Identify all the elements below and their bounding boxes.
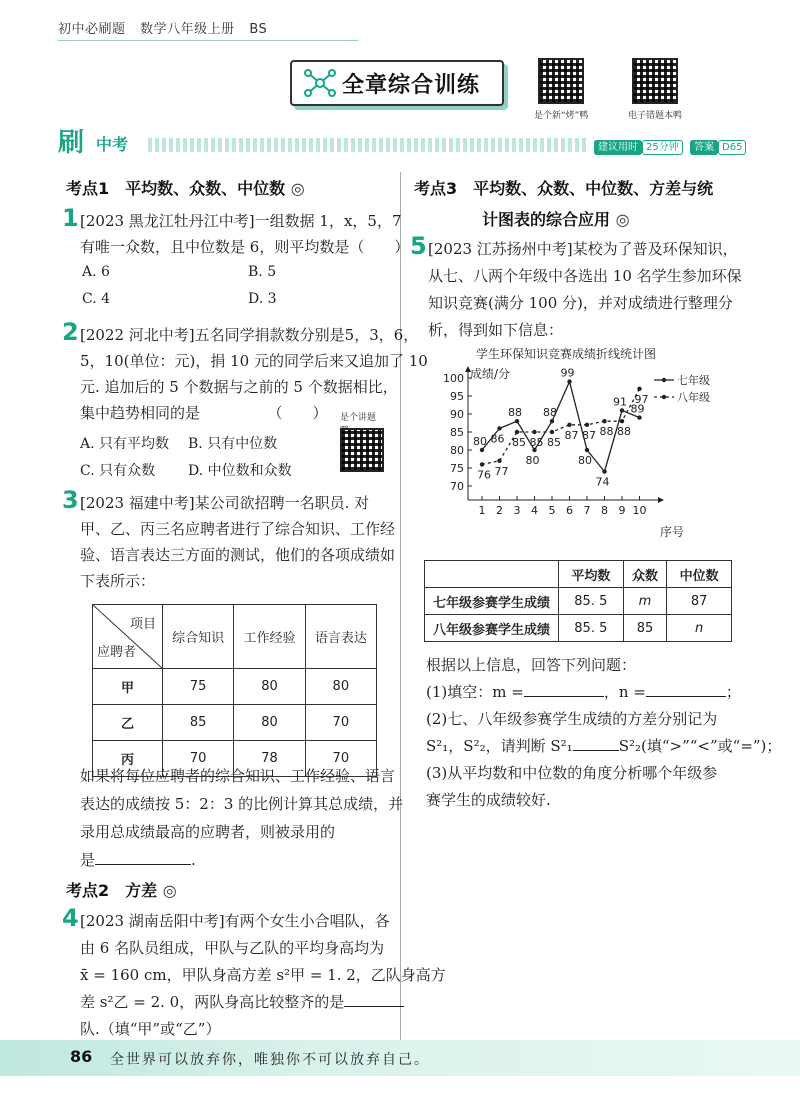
kaodian-2-text: 考点2 方差	[66, 881, 158, 900]
q5-part2-text: S²₁，S²₂，请判断 S²₁	[426, 737, 573, 755]
q4-line: x̄ = 160 cm，甲队身高方差 s²甲 = 1. 2，乙队身高方	[80, 966, 446, 984]
q5-part3-line: 赛学生的成绩较好.	[426, 791, 551, 809]
legend-marker	[662, 378, 666, 382]
q2-line: 5，10(单位：元)，捐 10 元的同学后来又追加了 10	[80, 352, 428, 370]
q3-score-table	[92, 604, 377, 777]
q3-answer-blank[interactable]	[95, 864, 191, 865]
table-cell: 80	[305, 669, 376, 705]
q3-line: 验、语言表达三方面的测试，他们的各项成绩如	[80, 546, 396, 564]
q5-line: 析，得到如下信息：	[428, 321, 564, 339]
q5-stats-table	[424, 560, 732, 642]
data-point	[550, 430, 554, 434]
data-point	[620, 408, 624, 412]
y-tick-label: 80	[450, 444, 464, 457]
data-label: 77	[494, 464, 509, 478]
q1-option-a[interactable]: A. 6	[82, 264, 110, 280]
table-cell: 70	[163, 741, 234, 777]
zhongkao-label: 中考	[96, 135, 129, 154]
x-tick-label: 2	[496, 504, 503, 517]
table-cell: 75	[163, 669, 234, 705]
target-icon: ◎	[290, 179, 305, 198]
data-point	[480, 462, 484, 466]
data-label: 80	[578, 454, 592, 467]
table-cell: 85. 5	[559, 588, 624, 615]
q3-question: 如果将每位应聘者的综合知识、工作经验、语言 表达的成绩按 5：2：3 的比例计算其总成绩，并 录用总成绩最高的应聘者，则被录用的 是 .	[80, 762, 403, 874]
q3-line: [2023 福建中考]某公司欲招聘一名职员. 对	[80, 494, 370, 512]
chart-ylabel: 成绩/分	[470, 367, 511, 381]
q5-line: [2023 江苏扬州中考]某校为了普及环保知识，	[428, 240, 738, 258]
data-point	[620, 419, 624, 423]
data-label: 88	[617, 425, 631, 439]
table-cell: 70	[305, 705, 376, 741]
q4-line: [2023 湖南岳阳中考]有两个女生小合唱队，各	[80, 912, 390, 930]
footer-motto: 全世界可以放弃你，唯独你不可以放弃自己。	[110, 1052, 430, 1068]
time-label: 建议用时	[594, 140, 642, 155]
y-tick-label: 70	[450, 480, 464, 493]
q2-line: [2022 河北中考]五名同学捐款数分别是5，3，6，	[80, 326, 419, 344]
molecule-icon	[298, 63, 342, 103]
target-icon: ◎	[615, 210, 630, 229]
chart-xlabel: 序号	[660, 525, 685, 539]
q3-after-line: 录用总成绩最高的应聘者，则被录用的	[80, 823, 336, 841]
data-label: 87	[564, 428, 579, 442]
q2-option-c[interactable]: C. 只有众数	[80, 463, 156, 479]
table-header-row	[93, 605, 377, 669]
qr-code-1[interactable]	[538, 58, 584, 104]
data-label: 85	[529, 436, 544, 449]
target-icon: ◎	[162, 881, 177, 900]
q3-line: 下表所示：	[80, 572, 156, 590]
x-tick-label: 1	[478, 504, 486, 517]
page-number: 86	[70, 1047, 93, 1066]
data-point	[567, 423, 571, 427]
q2-number: 2	[62, 318, 79, 346]
y-tick-label: 95	[450, 390, 464, 403]
data-label: 89	[630, 402, 645, 416]
legend-label: 七年级	[677, 374, 710, 387]
q2-line: 元. 追加后的 5 个数据与之前的 5 个数据相比，	[80, 378, 398, 396]
chart-title: 学生环保知识竞赛成绩折线统计图	[476, 347, 657, 361]
q4-last-line: 队.（填“甲”或“乙”）	[80, 1020, 221, 1038]
corner-top-label: 项目	[129, 617, 156, 632]
q5-stem	[428, 236, 742, 344]
table-header-cell: 语言表达	[305, 605, 376, 669]
data-label: 99	[560, 366, 575, 380]
table-cell: 80	[234, 669, 305, 705]
q3-stem	[80, 490, 395, 594]
table-header-cell: 中位数	[667, 561, 732, 588]
qr-code-2[interactable]	[632, 58, 678, 104]
time-tag	[594, 136, 683, 154]
q5-questions	[426, 652, 781, 814]
shua-mark: 刷	[58, 128, 85, 158]
table-cell: 78	[234, 741, 305, 777]
q5-part1-text: ，n =	[603, 683, 646, 701]
data-label: 88	[599, 425, 614, 439]
q2-option-a[interactable]: A. 只有平均数	[80, 436, 170, 452]
q2-option-b[interactable]: B. 只有中位数	[188, 436, 278, 452]
data-point	[585, 448, 589, 452]
x-tick-label: 8	[601, 504, 608, 517]
applicant-name: 丙	[93, 741, 163, 777]
y-tick-label: 75	[450, 462, 464, 475]
table-header-cell	[425, 561, 559, 588]
data-label: 76	[477, 468, 491, 482]
legend-label: 八年级	[677, 391, 710, 404]
q1-option-d[interactable]: D. 3	[248, 291, 277, 307]
table-cell: n	[667, 615, 732, 642]
x-tick-label: 7	[583, 504, 591, 517]
data-point	[515, 419, 519, 423]
data-point	[602, 469, 606, 473]
legend-marker	[662, 395, 666, 399]
y-tick-label: 85	[450, 426, 464, 439]
running-header	[58, 18, 277, 37]
q5-line: 知识竞赛(满分 100 分)，并对成绩进行整理分	[428, 294, 733, 312]
data-label: 80	[525, 454, 540, 467]
q5-instruction: 根据以上信息，回答下列问题：	[426, 656, 637, 674]
chapter-banner	[290, 60, 504, 106]
q5-line: 从七、八两个年级中各选出 10 名学生参加环保	[428, 267, 742, 285]
data-label: 97	[634, 392, 649, 406]
y-tick-label: 100	[443, 372, 464, 385]
q2-qr-code[interactable]	[340, 428, 384, 472]
table-header-cell: 平均数	[559, 561, 624, 588]
q5-part2-line: (2)七、八年级参赛学生成绩的方差分别记为	[426, 710, 718, 728]
q4-line: 由 6 名队员组成，甲队与乙队的平均身高均为	[80, 939, 385, 957]
data-label: 86	[490, 432, 505, 446]
data-label: 85	[547, 436, 561, 449]
table-row	[93, 669, 377, 705]
q5-part1-text: ；	[725, 683, 741, 701]
data-point	[497, 426, 501, 430]
table-cell: 85	[163, 705, 234, 741]
table-cell: 70	[305, 741, 376, 777]
q4-number: 4	[62, 904, 79, 932]
q5-part2-text: S²₂(填“>”“<”或“=”)；	[618, 737, 782, 755]
x-axis-arrow	[658, 497, 664, 503]
table-row	[93, 705, 377, 741]
table-header-row	[425, 561, 732, 588]
data-label: 88	[543, 406, 557, 420]
data-point	[515, 430, 519, 434]
data-label: 74	[595, 475, 610, 489]
q2-line: 集中趋势相同的是 （ ）	[80, 404, 328, 422]
q2-option-d[interactable]: D. 中位数和众数	[188, 463, 292, 479]
table-cell: 85	[623, 615, 667, 642]
edition-label: BS	[249, 22, 268, 37]
qr-caption-2: 电子错题本鸭	[628, 111, 683, 121]
q1-stem	[80, 208, 409, 260]
kaodian-1-title	[66, 176, 305, 199]
kaodian-1-text: 考点1 平均数、众数、中位数	[66, 179, 286, 198]
time-value: 25分钟	[642, 140, 683, 155]
q4-stem	[80, 908, 446, 1043]
table-cell: 85. 5	[559, 615, 624, 642]
q3-after-line: 表达的成绩按 5：2：3 的比例计算其总成绩，并	[80, 795, 404, 813]
table-row	[425, 615, 732, 642]
data-label: 87	[582, 428, 596, 442]
table-row-label: 七年级参赛学生成绩	[425, 588, 559, 615]
data-label: 80	[473, 435, 487, 448]
table-header-cell: 众数	[623, 561, 667, 588]
x-tick-label: 3	[513, 504, 521, 517]
answer-page: D65	[718, 140, 746, 155]
table-header-cell: 综合知识	[163, 605, 234, 669]
data-point	[497, 459, 501, 463]
data-point	[550, 419, 554, 423]
answer-label: 答案	[690, 140, 718, 155]
series-name: 初中必刷题	[58, 22, 126, 37]
data-point	[532, 430, 536, 434]
line-chart	[420, 340, 720, 550]
data-label: 88	[508, 406, 522, 420]
kaodian-2-title	[66, 878, 177, 901]
data-point	[637, 415, 641, 419]
q1-option-c[interactable]: C. 4	[82, 291, 111, 307]
m-answer-blank[interactable]	[524, 696, 604, 697]
table-cell: m	[623, 588, 667, 615]
applicant-name: 甲	[93, 669, 163, 705]
banner-title: 全章综合训练	[342, 72, 481, 98]
q3-number: 3	[62, 486, 79, 514]
data-point	[567, 379, 571, 383]
q3-line: 甲、乙、丙三名应聘者进行了综合知识、工作经	[80, 520, 396, 538]
x-tick-label: 6	[566, 504, 573, 517]
qr-caption-1: 是个新“烤”鸭	[534, 111, 589, 121]
q1-number: 1	[62, 204, 79, 232]
x-tick-label: 10	[632, 504, 647, 517]
q4-answer-blank[interactable]	[344, 1006, 404, 1007]
variance-compare-blank[interactable]	[573, 750, 619, 751]
kaodian-3-line1: 考点3 平均数、众数、中位数、方差与统	[414, 179, 714, 198]
y-tick-label: 90	[450, 408, 464, 421]
kaodian-3-line2: 计图表的综合应用	[482, 210, 611, 229]
q5-number: 5	[410, 232, 427, 260]
header-rule	[58, 40, 358, 41]
q2-qr-caption: 是个讲题	[340, 413, 377, 423]
table-header-cell: 工作经验	[234, 605, 305, 669]
x-tick-label: 4	[531, 504, 538, 517]
table-corner-cell	[93, 605, 163, 669]
q3-last-word: 是	[80, 851, 96, 869]
q5-part3-line: (3)从平均数和中位数的角度分析哪个年级参	[426, 764, 718, 782]
section-stripes	[148, 138, 588, 152]
q1-line: 有唯一众数，且中位数是 6，则平均数是（ ）	[80, 238, 410, 256]
data-point	[602, 419, 606, 423]
x-tick-label: 5	[548, 504, 556, 517]
x-tick-label: 9	[618, 504, 626, 517]
q3-after-line: 如果将每位应聘者的综合知识、工作经验、语言	[80, 767, 396, 785]
answer-tag	[690, 136, 746, 154]
corner-bottom-label: 应聘者	[97, 645, 137, 660]
data-label: 91	[613, 395, 627, 409]
subject-name: 数学八年级上册	[140, 22, 235, 37]
table-row	[425, 588, 732, 615]
table-row-label: 八年级参赛学生成绩	[425, 615, 559, 642]
data-label: 85	[512, 436, 526, 449]
applicant-name: 乙	[93, 705, 163, 741]
table-cell: 80	[234, 705, 305, 741]
data-point	[585, 423, 589, 427]
table-cell: 87	[667, 588, 732, 615]
q4-line: 差 s²乙 = 2. 0，两队身高比较整齐的是	[80, 993, 345, 1011]
data-point	[637, 387, 641, 391]
data-point	[480, 448, 484, 452]
q1-option-b[interactable]: B. 5	[248, 264, 277, 280]
q5-part1-text: (1)填空：m =	[426, 683, 524, 701]
q1-line: [2023 黑龙江牡丹江中考]一组数据 1，x，5，7	[80, 212, 402, 230]
kaodian-3-title	[414, 176, 713, 230]
n-answer-blank[interactable]	[646, 696, 726, 697]
